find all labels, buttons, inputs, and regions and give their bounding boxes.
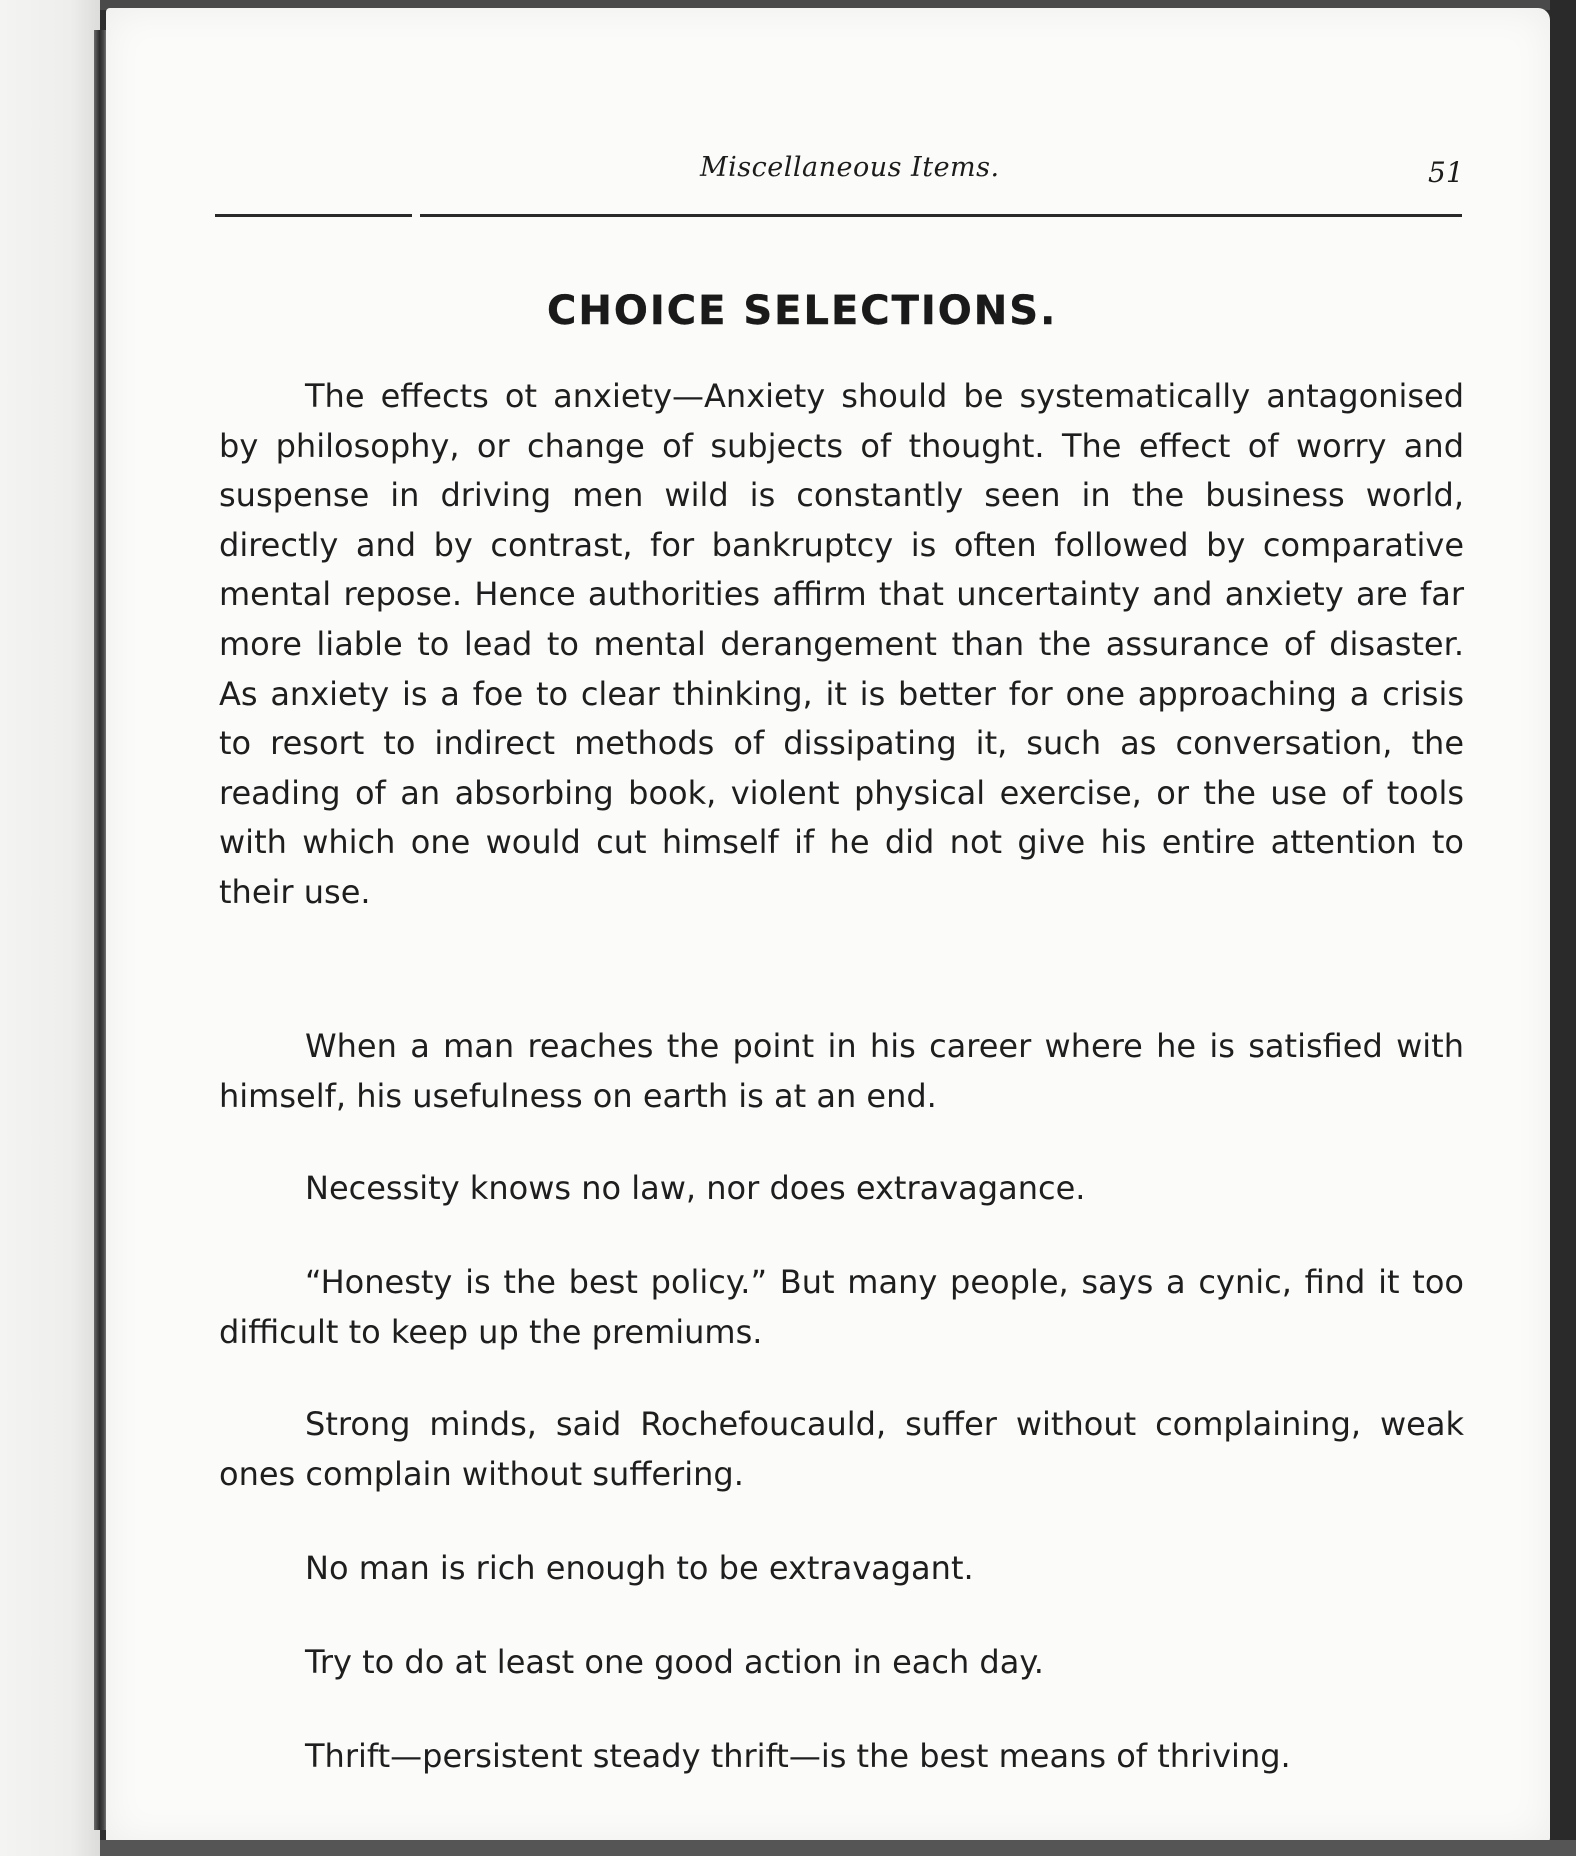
- paragraph-good-action: Try to do at least one good action in each day.: [305, 1643, 1044, 1681]
- section-title: CHOICE SELECTIONS.: [547, 288, 1058, 334]
- paragraph-anxiety: The effects ot anxiety—Anxiety should be systematically antagonised by philosophy, or change of subjects of thought. The effect of worry and suspense in driving men wild is constantly seen in the business world, directly and by contrast, for bankruptcy is often followed by comparative mental repose. Hence authorities affirm that uncertainty and anxiety are far more liable to lead to mental derangement than the assurance of disaster. As anxiety is a foe to clear thinking, it is better for one approaching a crisis to resort to indirect methods of dissipating it, such as conversation, the reading of an absorbing book, violent physical exercise, or the use of tools with which one would cut himself if he did not give his entire attention to their use.: [219, 377, 1464, 911]
- paragraph-rich-enough: No man is rich enough to be extravagant.: [305, 1549, 974, 1587]
- paragraph-satisfied: When a man reaches the point in his career where he is satisfied with himself, his usefulness on earth is at an end.: [219, 1027, 1464, 1115]
- scan-bottom-border: [100, 1840, 1576, 1856]
- paragraph-strong-minds: Strong minds, said Rochefoucauld, suffer without complaining, weak ones complain without suffering.: [219, 1405, 1464, 1493]
- page-number: 51: [1428, 156, 1464, 189]
- paragraph-honesty: “Honesty is the best policy.” But many people, says a cynic, find it too difficult to keep up the premiums.: [219, 1263, 1464, 1351]
- header-rule: [215, 214, 1462, 217]
- paragraph-thrift: Thrift—persistent steady thrift—is the best means of thriving.: [305, 1737, 1291, 1775]
- facing-page-edge: [0, 0, 100, 1856]
- running-head: Miscellaneous Items.: [700, 152, 1000, 183]
- scan-right-border: [1550, 0, 1576, 1856]
- header-rule-break: [412, 212, 420, 219]
- paragraph-necessity: Necessity knows no law, nor does extravagance.: [305, 1169, 1086, 1207]
